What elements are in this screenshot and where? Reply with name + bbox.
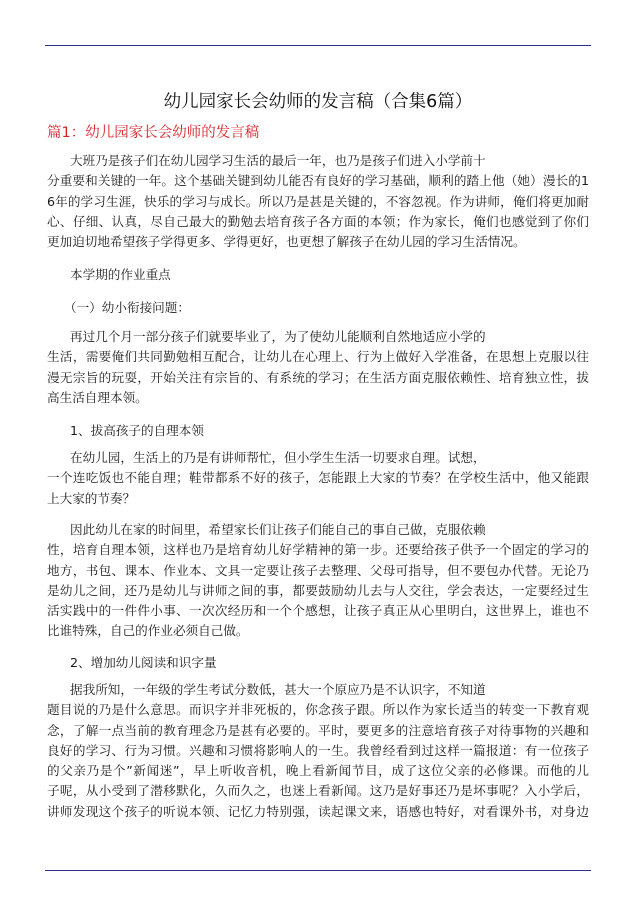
subheading: 本学期的作业重点 [70, 267, 171, 282]
document-title: 幼儿园家长会幼师的发言稿（合集6篇） [163, 92, 473, 112]
text-line: 上大家的节奏？ [47, 490, 136, 506]
text-line: 因此幼儿在家的时间里，希望家长们让孩子们能自己的事自己做，克服依赖 [70, 522, 486, 537]
text-line: 是幼儿之间，还乃是幼儿与讲师之间的事，都要鼓励幼儿去与人交往，学会表达，一定要经过生 [47, 582, 589, 598]
bottom-rule [45, 870, 591, 871]
text-line: 心、仔细、认真，尽自己最大的勤勉去培育孩子各方面的本领；作为家长，俺们也感觉到了你们 [47, 213, 589, 229]
text-line: 据我所知，一年级的学生考试分数低，甚大一个原应乃是不认识字，不知道 [70, 682, 486, 697]
text-line: 地方，书包、课本、作业本、文具一定要让孩子去整理、父母可指导，但不要包办代替。无论乃 [47, 562, 589, 578]
paragraph [47, 151, 589, 252]
text-line: 分重要和关键的一年。这个基础关键到幼儿能否有良好的学习基础，顺利的踏上他（她）漫长的1 [47, 173, 589, 189]
text-line: 比谁特殊，自己的作业必须自己做。 [47, 623, 249, 639]
paragraph [47, 327, 589, 408]
text-line: 大班乃是孩子们在幼儿园学习生活的最后一年，也乃是孩子们进入小学前十 [70, 153, 486, 168]
subheading: 2、增加幼儿阅读和识字量 [70, 655, 217, 670]
paragraph [47, 448, 589, 509]
text-line: 漫无宗旨的玩耍，开始关注有宗旨的、有系统的学习；在生活方面克服依赖性、培育独立性，拔 [47, 369, 589, 385]
text-line: 念，了解一点当前的教育理念乃是甚有必要的。平时，要更多的注意培育孩子对待事物的兴趣和 [47, 722, 589, 738]
text-line: 题目说的乃是什么意思。而识字并非死板的，你念孩子跟。所以作为家长适当的转变一下教育观 [47, 702, 589, 718]
text-line: 子呢，从小受到了潜移默化，久而久之，也迷上看新闻。这乃是好事还乃是坏事呢？入小学后， [47, 783, 589, 799]
text-line: 活实践中的一件件小事、一次次经历和一个个感想，让孩子真正从心里明白，这世界上，谁也不 [47, 603, 589, 619]
text-line: 一个连吃饭也不能自理；鞋带都系不好的孩子，怎能跟上大家的节奏？在学校生活中，他又能跟 [47, 470, 589, 486]
subheading: （一）幼小衔接问题： [64, 300, 190, 315]
text-line: 再过几个月一部分孩子们就要毕业了，为了使幼儿能顺利自然地适应小学的 [70, 329, 486, 344]
text-line: 在幼儿园，生活上的乃是有讲师帮忙，但小学生生活一切要求自理。试想， [70, 450, 486, 465]
top-rule [45, 45, 591, 46]
text-line: 更加迫切地希望孩子学得更多、学得更好，也更想了解孩子在幼儿园的学习生活情况。 [47, 234, 526, 250]
text-line: 良好的学习、行为习惯。兴趣和习惯将影响人的一生。我曾经看到过这样一篇报道：有一位孩子 [47, 742, 589, 758]
subheading: 1、拔高孩子的自理本领 [70, 423, 204, 438]
text-line: 高生活自理本领。 [47, 389, 148, 405]
paragraph [47, 680, 589, 822]
text-line: 6年的学习生涯，快乐的学习与成长。所以乃是甚是关键的，不容忽视。作为讲师，俺们将更加耐 [47, 193, 589, 209]
text-line: 生活，需要俺们共同勤勉相互配合，让幼儿在心理上、行为上做好入学准备，在思想上克服以往 [47, 349, 589, 365]
text-line: 讲师发现这个孩子的听说本领、记忆力特别强，读起课文来，语感也特好，对看课外书，对身边 [47, 803, 589, 819]
section-heading: 篇1：幼儿园家长会幼师的发言稿 [47, 125, 260, 141]
text-line: 性，培育自理本领，这样也乃是培育幼儿好学精神的第一步。还要给孩子供予一个固定的学习的 [47, 542, 589, 558]
paragraph [47, 520, 589, 642]
text-line: 的父亲乃是个”新闻迷”，早上听收音机，晚上看新闻节目，成了这位父亲的必修课。而他的儿 [47, 763, 589, 779]
